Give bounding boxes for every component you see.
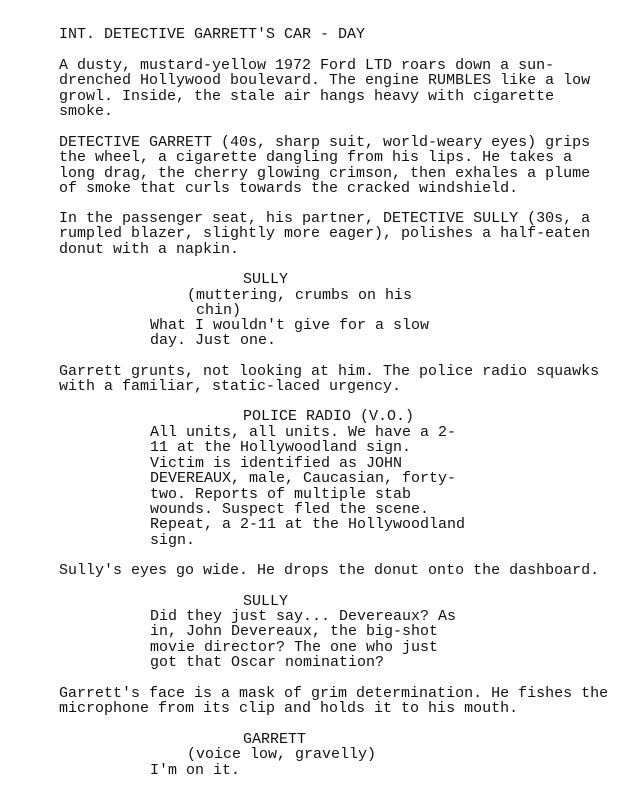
character-name: POLICE RADIO (V.O.) xyxy=(243,408,415,425)
dialogue: Did they just say... Devereaux? As in, John Devereaux, the big-shot movie director? The one who just got that Oscar nomination? xyxy=(150,608,457,672)
action-paragraph: Sully's eyes go wide. He drops the donut onto the dashboard. xyxy=(59,562,600,579)
action-paragraph: A dusty, mustard-yellow 1972 Ford LTD roars down a sun- drenched Hollywood boulevard. The engine RUMBLES like a low growl. Inside, the stale air hangs heavy with cigarette smoke. xyxy=(59,57,591,121)
dialogue: What I wouldn't give for a slow day. Just one. xyxy=(150,317,430,350)
scene-heading: INT. DETECTIVE GARRETT'S CAR - DAY xyxy=(59,26,366,43)
action-paragraph: In the passenger seat, his partner, DETECTIVE SULLY (30s, a rumpled blazer, slightly more eager), polishes a half-eaten donut with a napkin. xyxy=(59,210,591,258)
parenthetical: (voice low, gravelly) xyxy=(187,746,377,763)
character-name: SULLY xyxy=(243,271,289,288)
parenthetical: (muttering, crumbs on his chin) xyxy=(187,287,413,320)
dialogue: I'm on it. xyxy=(150,762,241,779)
action-paragraph: Garrett's face is a mask of grim determination. He fishes the microphone from its clip and holds it to his mouth. xyxy=(59,685,609,718)
dialogue: All units, all units. We have a 2- 11 at the Hollywoodland sign. Victim is identified as JOHN DEVEREAUX, male, Caucasian, forty- two. Reports of multiple stab wounds. Suspect fled the scene. Repeat, a 2-11 at the Hollywoodland sign. xyxy=(150,424,466,549)
character-name: GARRETT xyxy=(243,731,307,748)
action-paragraph: DETECTIVE GARRETT (40s, sharp suit, world-weary eyes) grips the wheel, a cigarette dangling from his lips. He takes a long drag, the cherry glowing crimson, then exhales a plume of smoke that curls towards the cracked windshield. xyxy=(59,134,591,198)
character-name: SULLY xyxy=(243,593,289,610)
action-paragraph: Garrett grunts, not looking at him. The police radio squawks with a familiar, static-laced urgency. xyxy=(59,363,600,396)
